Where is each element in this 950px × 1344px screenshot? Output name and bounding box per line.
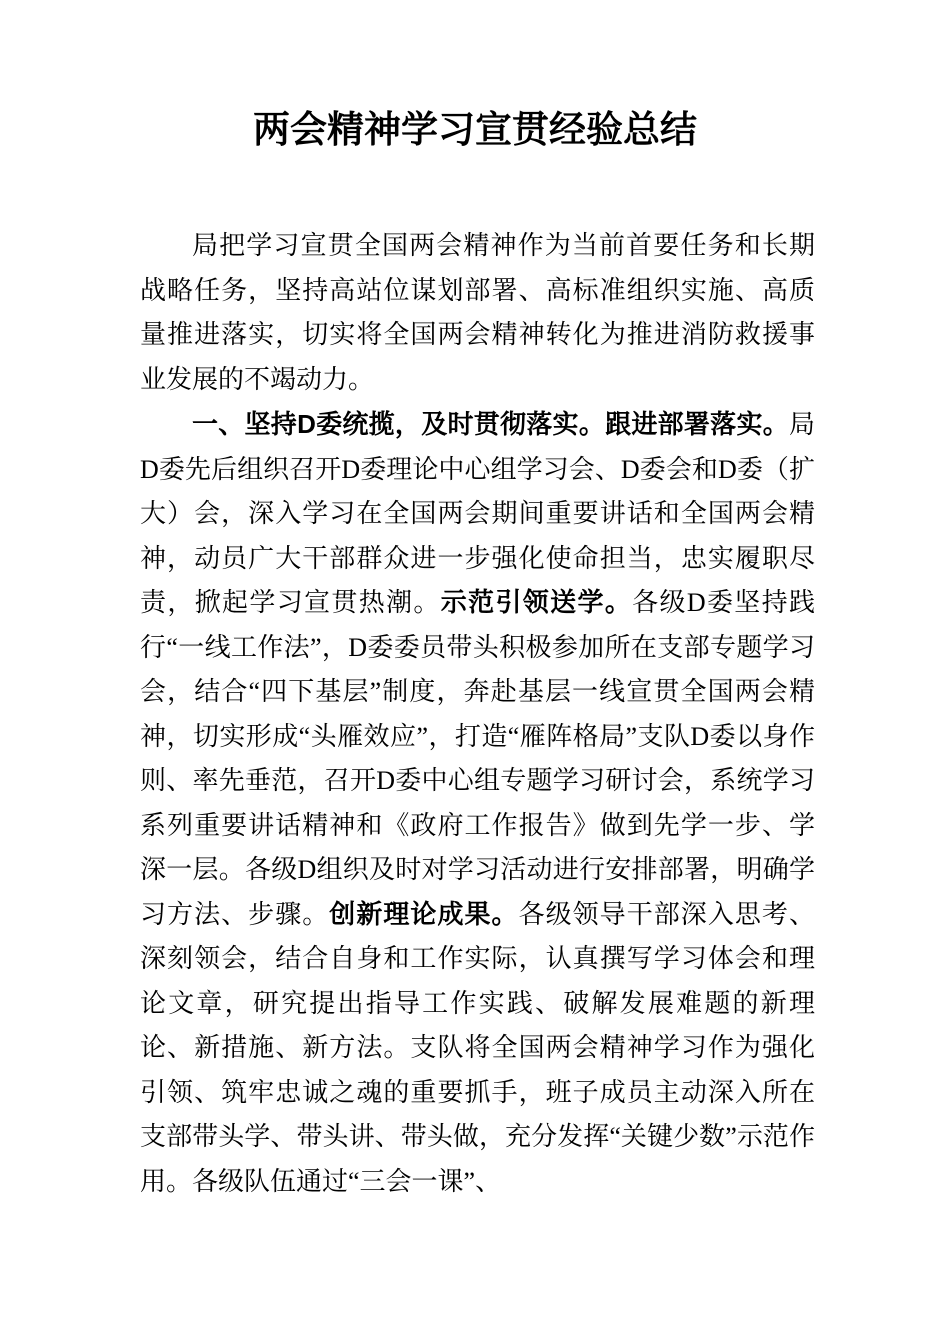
text-run: 各级领导干部深入思考、深刻领会，结合自身和工作实际，认真撰写学习体会和理论文章，研究提出指导工作实践、破解发展难题的新理论、新措施、新方法。支队将全国两会精神学习作为强化引领、筑牢忠诚之魂的重要抓手，班子成员主动深入所在支部带头学、带头讲、带头做，充分发挥“关键少数”示范作用。各级队伍通过“三会一课”、 xyxy=(140,899,815,1196)
document-body xyxy=(140,224,815,1204)
paragraph xyxy=(140,224,815,402)
paragraph xyxy=(140,402,815,1204)
text-run: 各级D委坚持践行“一线工作法”，D委委员带头积极参加所在支部专题学习会，结合“四下基层”制度，奔赴基层一线宣贯全国两会精神，切实形成“头雁效应”，打造“雁阵格局”支队D委以身作则、率先垂范，召开D委中心组专题学习研讨会，系统学习系列重要讲话精神和《政府工作报告》做到先学一步、学深一层。各级D组织及时对学习活动进行安排部署，明确学习方法、步骤。 xyxy=(140,588,815,929)
document-title: 两会精神学习宣贯经验总结 xyxy=(253,110,697,151)
bold-text-run: 示范引领送学。 xyxy=(440,588,633,617)
text-run: 局D委先后组织召开D委理论中心组学习会、D委会和D委（扩大）会，深入学习在全国两会期间重要讲话和全国两会精神，动员广大干部群众进一步强化使命担当，忠实履职尽责，掀起学习宣贯热潮。 xyxy=(140,410,815,617)
text-run: 局把学习宣贯全国两会精神作为当前首要任务和长期战略任务，坚持高站位谋划部署、高标准组织实施、高质量推进落实，切实将全国两会精神转化为推进消防救援事业发展的不竭动力。 xyxy=(140,231,815,394)
bold-text-run: 创新理论成果。 xyxy=(329,899,519,929)
bold-text-run: 一、坚持D委统揽，及时贯彻落实。跟进部署落实。 xyxy=(192,409,789,439)
